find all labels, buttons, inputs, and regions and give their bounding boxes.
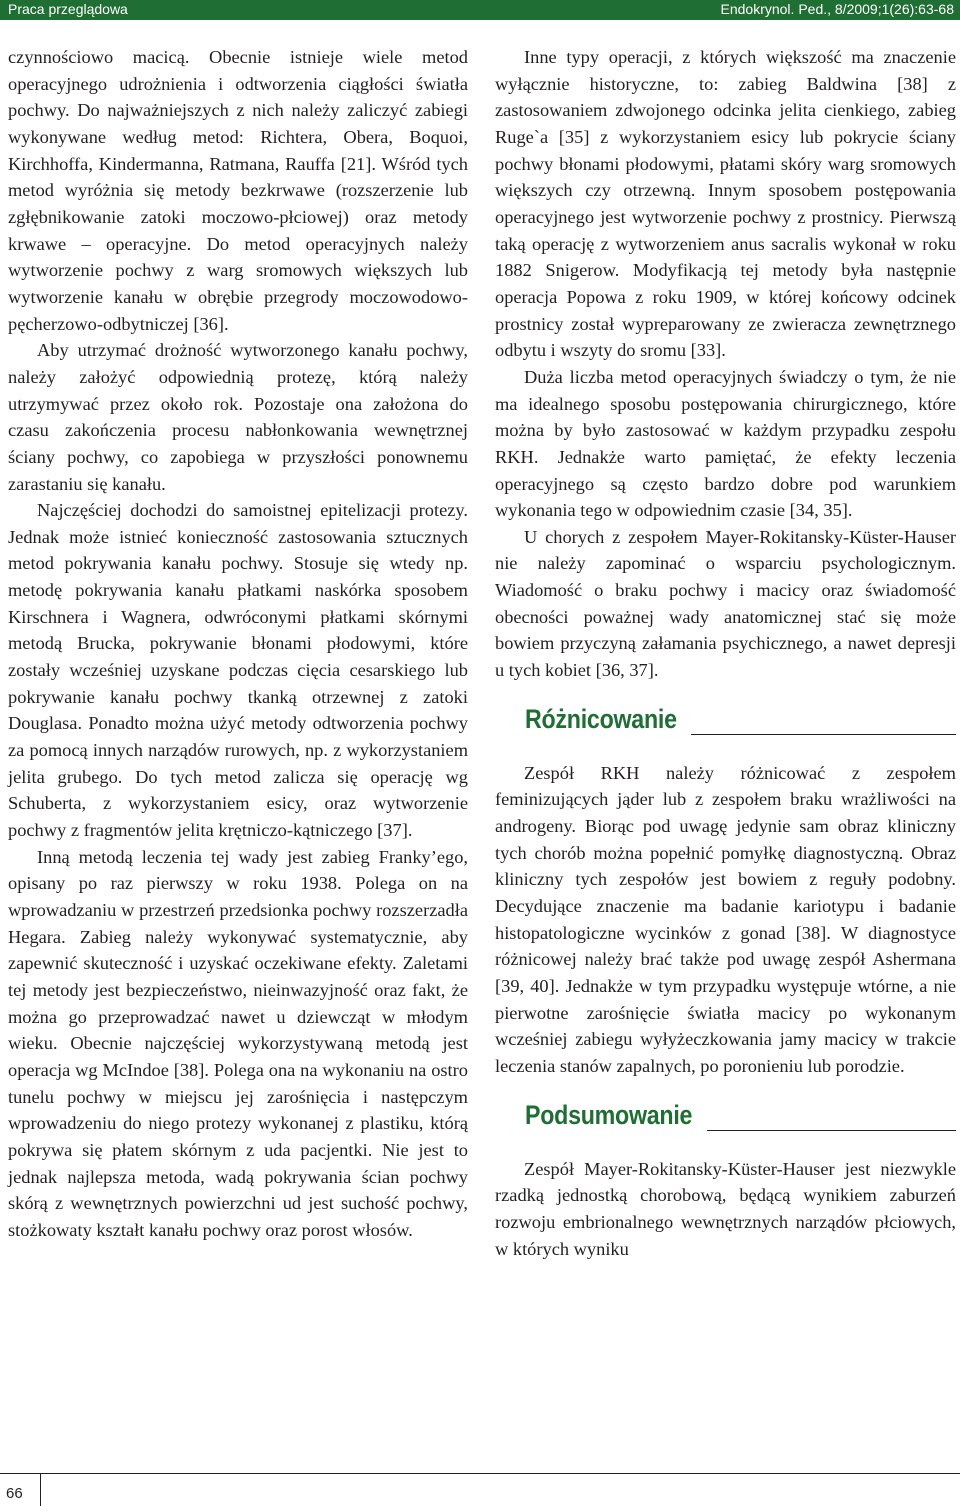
body-paragraph: czynnościowo macicą. Obecnie istnieje wiele metod operacyjnego udrożnienia i odtworzenia ciągłości światła pochwy. Do najważniejszych z nich należy zaliczyć zabiegi wykonywane według metod: Richtera, Obera, Boquoi, Kirchhoffa, Kindermanna, Ratmana, Rauffa [21]. Wśród tych metod wyróżnia się metody bezkrwawe (rozszerzenie lub zgłębnikowanie zatoki moczowo-płciowej) oraz metody krwawe – operacyjne. Do metod operacyjnych należy wytworzenie pochwy z warg sromowych większych lub wytworzenie kanału w obrębie przegrody moczowodowo-pęcherzowo-odbytniczej [36]. [8,47,468,334]
section-heading-roznicowanie [495,698,956,752]
body-paragraph: Inną metodą leczenia tej wady jest zabieg Franky’ego, opisany po raz pierwszy w roku 1938. Polega on na wprowadzaniu w przestrzeń przedsionka pochwy rozszerzadła Hegara. Zabieg należy wykonywać systematycznie, aby zapewnić skuteczność i uzyskać oczekiwane efekty. Zaletami tej metody jest bezpieczeństwo, nieinwazyjność oraz fakt, że można go przeprowadzać nawet u dziewcząt w młodym wieku. Obecnie najczęściej wykorzystywaną metodą jest operacja wg McIndoe [38]. Polega ona na wykonaniu na ostro tunelu pochwy w miejscu jej zarośnięcia i następczym wprowadzeniu do niego protezy wykonanej z plastiku, którą pokrywa się płatem skórnym z uda pacjentki. Nie jest to jednak najlepsza metoda, wadą pokrywania ścian pochwy skórą z wewnętrznych powierzchni ud jest suchość pochwy, stożkowaty kształt kanału pochwy oraz porost włosów. [8,846,468,1240]
body-paragraph: U chorych z zespołem Mayer-Rokitansky-Küster-Hauser nie należy zapominać o wsparciu psychologicznym. Wiadomość o braku pochwy i macicy oraz świadomość obecności poważnej wady anatomicznej stać się może bowiem przyczyną załamania psychicznego, a nawet depresji u tych kobiet [36, 37]. [495,526,956,681]
footer-rule [0,1473,960,1474]
right-column [495,44,956,1262]
page-number: 66 [6,1485,23,1502]
body-paragraph: Zespół Mayer-Rokitansky-Küster-Hauser jest niezwykle rzadką jednostką chorobową, będącą wynikiem zaburzeń rozwoju embrionalnego wewnętrznych narządów płciowych, w których wyniku [495,1158,956,1259]
body-paragraph: Duża liczba metod operacyjnych świadczy o tym, że nie ma idealnego sposobu postępowania chirurgicznego, które można by było zastosować w każdym przypadku zespołu RKH. Jednakże warto pamiętać, że efekty leczenia operacyjnego są często bardzo dobre pod warunkiem wykonania tego w odpowiednim czasie [34, 35]. [495,366,956,521]
body-paragraph: Inne typy operacji, z których większość ma znaczenie wyłącznie historyczne, to: zabieg Baldwina [38] z zastosowaniem zdwojonego odcinka jelita cienkiego, zabieg Ruge`a [35] z wykorzystaniem esicy lub pokrycie ściany pochwy błonami płodowymi, płatami skóry warg sromowych większych czy otrzewną. Innym sposobem postępowania operacyjnego jest wytworzenie pochwy z prostnicy. Pierwszą taką operację z wytworzeniem anus sacralis wykonał w roku 1882 Snigerow. Modyfikacją tej metody była następnie operacja Popowa z roku 1909, w której końcowy odcinek prostnicy został wypreparowany ze zwieracza zewnętrznego odbytu i wszyty do sromu [33]. [495,47,956,361]
article-type-label: Praca przeglądowa [8,1,128,17]
section-title: Różnicowanie [525,703,677,734]
left-column [8,44,468,1244]
heading-rule [691,734,956,735]
section-title: Podsumowanie [525,1099,693,1130]
body-paragraph: Aby utrzymać drożność wytworzonego kanału pochwy, należy założyć odpowiednią protezę, którą należy utrzymywać przez około rok. Pozostaje ona założona do czasu zakończenia procesu nabłonkowania wewnętrznej ściany pochwy, co zapobiega w przyszłości ponownemu zarastaniu się kanału. [8,340,468,494]
heading-rule [707,1130,956,1131]
body-paragraph: Zespół RKH należy różnicować z zespołem feminizujących jąder lub z zespołem braku wrażliwości na androgeny. Biorąc pod uwagę jedynie sam obraz kliniczny tych chorób można popełnić pomyłkę diagnostyczną. Obraz kliniczny tych zespołów jest bowiem z reguły podobny. Decydujące znaczenie ma badanie kariotypu i badanie histopatologiczne wycinków z gonad [38]. W diagnostyce różnicowej należy brać także pod uwagę zespół Ashermana [39, 40]. Jednakże w tym przypadku występuje wtórne, a nie pierwotne zarośnięcie światła macicy po wykonanym wcześniej zabiegu wyłyżeczkowania jamy macicy w trakcie leczenia stanów zapalnych, po poronieniu lub porodzie. [495,762,956,1076]
body-paragraph: Najczęściej dochodzi do samoistnej epitelizacji protezy. Jednak może istnieć konieczność zastosowania sztucznych metod pokrywania kanału pochwy. Stosuje się wtedy np. metodę pokrywania kanału płatkami naskórka sposobem Kirschnera i Wagnera, odwróconymi płatkami skórnymi metodą Brucka, pokrywanie błonami płodowymi, które zostały wcześniej uzyskane podczas cięcia cesarskiego lub pokrywanie kanału pochwy tkanką otrzewnej z zatoki Douglasa. Ponadto można użyć metody odtworzenia pochwy za pomocą innych narządów rurowych, np. z wykorzystaniem jelita grubego. Do tych metod zalicza się operację wg Schuberta, z wykorzystaniem esicy, oraz wytworzenie pochwy z fragmentów jelita krętniczo-kątniczego [37]. [8,500,468,841]
running-header [0,0,960,20]
journal-citation: Endokrynol. Ped., 8/2009;1(26):63-68 [720,1,954,17]
section-heading-podsumowanie [495,1094,956,1148]
